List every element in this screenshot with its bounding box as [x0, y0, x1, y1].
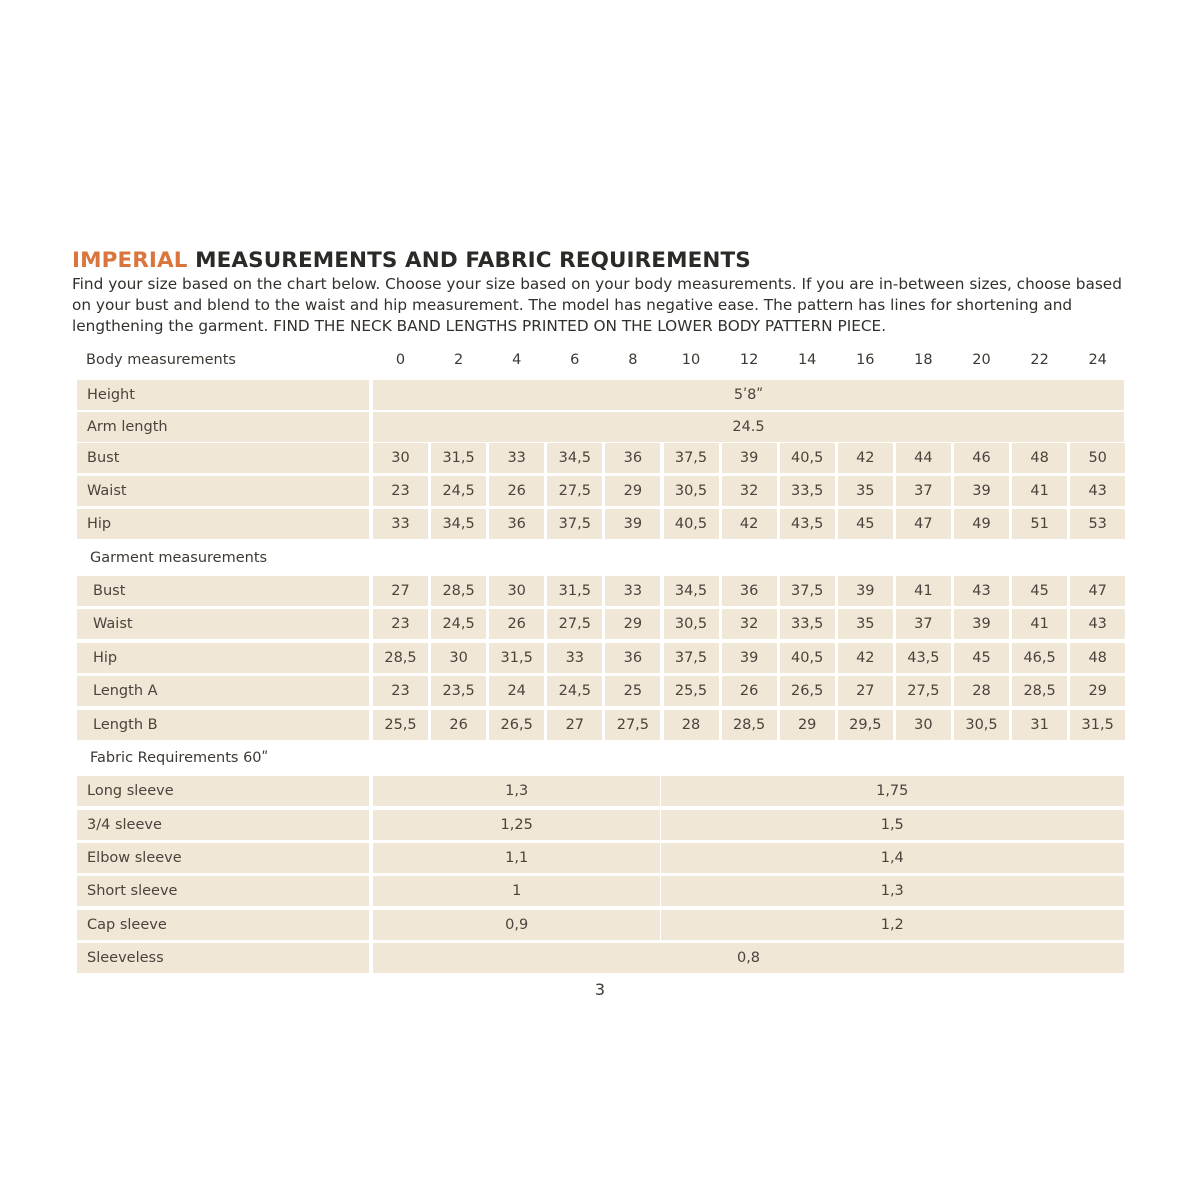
table-cell: 31,5 [1070, 710, 1125, 740]
row-label: Arm length [77, 412, 369, 442]
fabric-value-large-sizes: 1,5 [661, 810, 1125, 840]
table-cell: 29 [605, 476, 660, 506]
table-cell: 39 [954, 609, 1009, 639]
table-cell: 25 [605, 676, 660, 706]
table-cell: 33 [489, 443, 544, 473]
table-cell: 34,5 [547, 443, 602, 473]
table-cell: 51 [1012, 509, 1067, 539]
table-cell: 42 [838, 443, 893, 473]
row-label: Height [77, 380, 369, 410]
row-label: Long sleeve [77, 776, 369, 806]
table-cell: 41 [896, 576, 951, 606]
fabric-value-large-sizes: 1,3 [661, 876, 1125, 906]
row-label: Waist [77, 609, 369, 639]
row-label: Hip [77, 509, 369, 539]
table-cell: 30,5 [954, 710, 1009, 740]
fabric-value-small-sizes: 1,1 [373, 843, 660, 873]
table-cell: 44 [896, 443, 951, 473]
table-cell: 30 [896, 710, 951, 740]
table-cell: 37,5 [664, 443, 719, 473]
garment-measurements-heading: Garment measurements [90, 550, 268, 566]
table-cell: 48 [1012, 443, 1067, 473]
table-cell: 28 [954, 676, 1009, 706]
size-header: 20 [972, 352, 991, 368]
table-cell: 27,5 [547, 609, 602, 639]
table-cell: 43 [1070, 476, 1125, 506]
table-cell: 48 [1070, 643, 1125, 673]
table-cell: 23 [373, 676, 428, 706]
page-number: 3 [594, 980, 606, 999]
size-header: 0 [395, 352, 406, 368]
row-label: Length B [77, 710, 369, 740]
table-cell: 23 [373, 609, 428, 639]
table-cell: 45 [954, 643, 1009, 673]
fabric-value-large-sizes: 1,4 [661, 843, 1125, 873]
row-label: Sleeveless [77, 943, 369, 973]
span-value: 5ʹ8ʺ [373, 380, 1124, 410]
row-label: Bust [77, 576, 369, 606]
size-header: 2 [453, 352, 464, 368]
table-cell: 36 [489, 509, 544, 539]
table-cell: 26 [489, 609, 544, 639]
size-header: 18 [914, 352, 933, 368]
title-accent: IMPERIAL [72, 248, 188, 273]
table-cell: 46,5 [1012, 643, 1067, 673]
table-cell: 28,5 [373, 643, 428, 673]
table-cell: 27 [838, 676, 893, 706]
table-cell: 26,5 [780, 676, 835, 706]
table-cell: 41 [1012, 476, 1067, 506]
fabric-value-small-sizes: 0,9 [373, 910, 660, 940]
table-cell: 23 [373, 476, 428, 506]
table-cell: 24,5 [431, 476, 486, 506]
table-cell: 24,5 [547, 676, 602, 706]
table-cell: 31,5 [431, 443, 486, 473]
table-cell: 43 [1070, 609, 1125, 639]
table-cell: 30 [373, 443, 428, 473]
table-cell: 34,5 [664, 576, 719, 606]
table-cell: 39 [722, 443, 777, 473]
table-cell: 26,5 [489, 710, 544, 740]
table-cell: 27,5 [547, 476, 602, 506]
size-header: 4 [512, 352, 522, 368]
table-cell: 37,5 [780, 576, 835, 606]
row-label: Length A [77, 676, 369, 706]
row-label: Short sleeve [77, 876, 369, 906]
table-cell: 39 [954, 476, 1009, 506]
table-cell: 45 [838, 509, 893, 539]
table-cell: 30,5 [664, 609, 719, 639]
table-cell: 31,5 [547, 576, 602, 606]
row-label: Elbow sleeve [77, 843, 369, 873]
table-cell: 47 [896, 509, 951, 539]
intro-text: Find your size based on the chart below. Choose your size based on your body measurements. If you are in-between sizes, choose based on your bust and blend to the waist and hip measurement. The model has negative ease. The pattern has lines for shortening and lengthening the garment. FIND THE NECK BAND LENGTHS PRINTED ON THE LOWER BODY PATTERN PIECE. [72, 275, 1122, 335]
table-cell: 26 [431, 710, 486, 740]
table-cell: 32 [722, 609, 777, 639]
size-header: 22 [1030, 352, 1049, 368]
table-cell: 33 [605, 576, 660, 606]
table-cell: 43 [954, 576, 1009, 606]
table-cell: 40,5 [780, 643, 835, 673]
row-label: 3/4 sleeve [77, 810, 369, 840]
size-header: 12 [739, 352, 759, 368]
fabric-value-large-sizes: 1,75 [661, 776, 1125, 806]
table-cell: 28,5 [722, 710, 777, 740]
table-cell: 39 [722, 643, 777, 673]
table-cell: 30,5 [664, 476, 719, 506]
table-cell: 42 [722, 509, 777, 539]
size-header: 14 [797, 352, 817, 368]
table-cell: 25,5 [664, 676, 719, 706]
table-cell: 40,5 [780, 443, 835, 473]
size-header: 6 [570, 352, 580, 368]
table-cell: 42 [838, 643, 893, 673]
fabric-value-large-sizes: 1,2 [661, 910, 1125, 940]
table-cell: 33,5 [780, 609, 835, 639]
table-cell: 37,5 [664, 643, 719, 673]
row-label: Cap sleeve [77, 910, 369, 940]
row-label: Bust [77, 443, 369, 473]
table-cell: 35 [838, 476, 893, 506]
fabric-value-small-sizes: 1,3 [373, 776, 660, 806]
row-label: Waist [77, 476, 369, 506]
size-header: 10 [681, 352, 701, 368]
table-cell: 29 [780, 710, 835, 740]
table-cell: 26 [489, 476, 544, 506]
table-cell: 37,5 [547, 509, 602, 539]
table-cell: 37 [896, 476, 951, 506]
table-cell: 35 [838, 609, 893, 639]
table-cell: 33 [547, 643, 602, 673]
table-cell: 50 [1070, 443, 1125, 473]
size-header: 16 [856, 352, 875, 368]
table-cell: 28 [664, 710, 719, 740]
table-cell: 23,5 [431, 676, 486, 706]
table-cell: 40,5 [664, 509, 719, 539]
span-value: 0,8 [373, 943, 1124, 973]
table-cell: 37 [896, 609, 951, 639]
row-label: Hip [77, 643, 369, 673]
table-cell: 43,5 [780, 509, 835, 539]
table-cell: 29 [605, 609, 660, 639]
table-cell: 31,5 [489, 643, 544, 673]
table-cell: 26 [722, 676, 777, 706]
table-cell: 27 [547, 710, 602, 740]
table-cell: 43,5 [896, 643, 951, 673]
table-cell: 27 [373, 576, 428, 606]
table-cell: 32 [722, 476, 777, 506]
span-value: 24.5 [373, 412, 1124, 442]
table-cell: 47 [1070, 576, 1125, 606]
size-header: 8 [628, 352, 638, 368]
size-header: 24 [1088, 352, 1107, 368]
table-cell: 33,5 [780, 476, 835, 506]
table-cell: 36 [722, 576, 777, 606]
table-cell: 27,5 [605, 710, 660, 740]
table-cell: 39 [838, 576, 893, 606]
table-cell: 34,5 [431, 509, 486, 539]
table-cell: 36 [605, 643, 660, 673]
table-cell: 29,5 [838, 710, 893, 740]
fabric-requirements-heading: Fabric Requirements 60ʺ [90, 750, 269, 766]
fabric-value-small-sizes: 1 [373, 876, 660, 906]
body-measurements-heading: Body measurements [86, 352, 236, 368]
table-cell: 45 [1012, 576, 1067, 606]
table-cell: 49 [954, 509, 1009, 539]
table-cell: 28,5 [1012, 676, 1067, 706]
table-cell: 28,5 [431, 576, 486, 606]
table-cell: 27,5 [896, 676, 951, 706]
table-cell: 39 [605, 509, 660, 539]
table-cell: 46 [954, 443, 1009, 473]
table-cell: 24 [489, 676, 544, 706]
table-cell: 41 [1012, 609, 1067, 639]
fabric-value-small-sizes: 1,25 [373, 810, 660, 840]
table-cell: 30 [489, 576, 544, 606]
table-cell: 25,5 [373, 710, 428, 740]
table-cell: 30 [431, 643, 486, 673]
table-cell: 33 [373, 509, 428, 539]
table-cell: 53 [1070, 509, 1125, 539]
table-cell: 24,5 [431, 609, 486, 639]
table-cell: 29 [1070, 676, 1125, 706]
table-cell: 36 [605, 443, 660, 473]
title-rest: MEASUREMENTS AND FABRIC REQUIREMENTS [187, 248, 751, 273]
table-cell: 31 [1012, 710, 1067, 740]
